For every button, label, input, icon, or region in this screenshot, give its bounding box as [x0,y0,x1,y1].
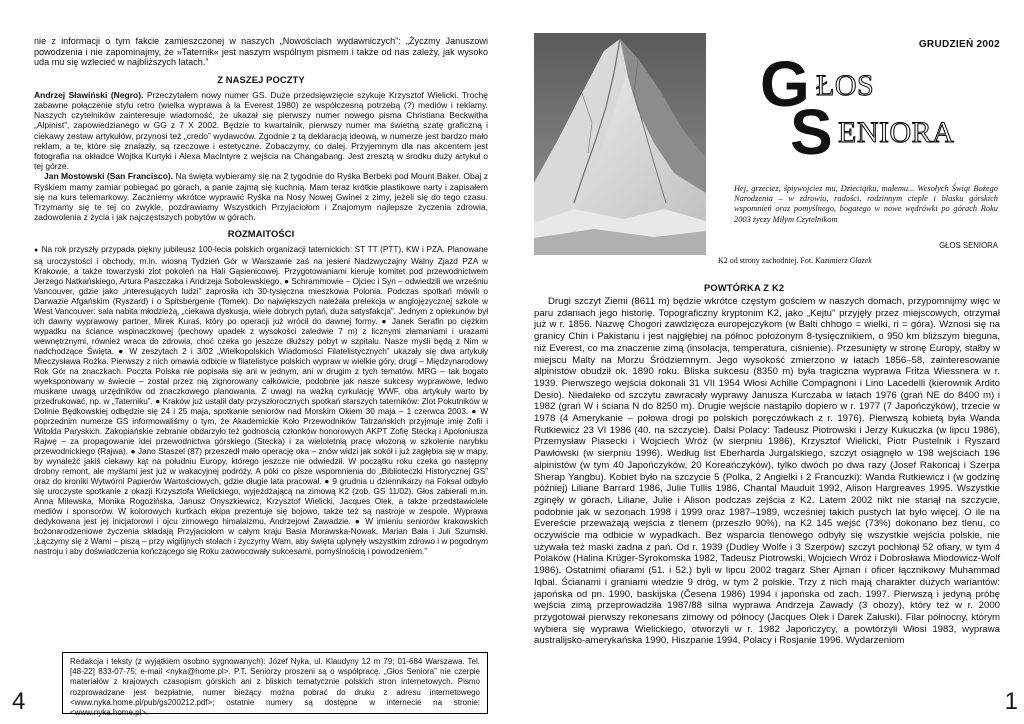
masthead-eniora: ENIORA [838,116,955,149]
letter-text: Przeczytałem nowy numer GS. Duże przedsięwzięcie szykuje Krzysztof Wielicki. Trochę zabawne połączenie stylu retro (wielka wyprawa à la Everest 1980) ze współczesną potrzebą (?) mediów i reklamy. Naszych czytelników zainteresuje wiadomość, że ukazał się pierwszy numer nowego pisma Christiana Beckwitha „Alpinist”, zapowiedzianego w GG z 7 X 2002. Będzie to kwartalnik, pierwszy numer ma świetną szatę graficzną i ciekawy zestaw artykułów, przynosi też „credo” wydawców. Zgodnie z tą deklaracją ideową, w numerze jest bardzo mało reklam, a te, które się znalazły, są rzeczowe i estetyczne. Zobaczymy, co dalej. Przyjemnym dla nas akcentem jest fotografia na okładce Wojtka Kurtyki i Alexa MacIntyre z wejścia na Changabang. Jest zresztą w środku duży artykuł o tej górze. [34,89,488,172]
intro-paragraph: nie z informacji o tym fakcie zamieszczonej w naszych „Nowościach wydawniczych”: „Życzmy Januszowi powodzenia i nie zapominajmy, że »Taternik« jest naszym wspólnym pismem i także od nas zależy, jak wysoko uda mu się wzlecieć w najbliższych latach.” [34,36,488,68]
page-number-left: 4 [12,688,26,715]
issue-date: GRUDZIEŃ 2002 [918,39,1000,50]
left-text-column [34,36,488,556]
letter-author: Andrzej Sławiński (Negro). [34,89,144,100]
greeting-signature: GŁOS SENIORA [939,241,998,250]
editorial-text: Redakcja i teksty (z wyjątkiem osobno sygnowanych): Józef Nyka, ul. Klaudyny 12 m 79; 01-684 Warszawa. Tel. [48-22] 833-07-75; e-mail <nyka@home.pl>. P.T. Seniorzy proszeni są o współpracę. „Głos Seniora” nie czerpie materiałów z krajowych czasopism górskich ani z bliskich tematycznie polskich stron internetowych. Pismo rozprowadzane jest bezpłatnie, numer bieżący można pobrać do druku z adresu internetowego <www.nyka.home.pl/pub/gs200212.pdf>; ostatnie numery są dostępne w internecie na stronie: <www.nyka.home.pl>. [70,657,480,718]
photo-caption [718,256,872,265]
letter-author: Jan Mostowski (San Francisco). [44,171,174,182]
section-title-mail: Z NASZEJ POCZTY [217,73,305,85]
editorial-box [62,652,488,718]
article-body: Drugi szczyt Ziemi (8611 m) będzie wkrótce częstym gościem w naszych domach, przypomnijmy więc w paru zdaniach jego historię. Topograficzny kryptonim K2, jako „Kejtu” przyjęły przez miejscowych, otrzymał już w r. 1856. Nazwę Chogori zawdzięcza europejczykom (w Balti chhogo = wielki, ri = góra). Wznosi się na granicy Chin i Pakistanu i jest najgłębiej na północ położonym 8-tysięcznikiem, o 950 km bliższym bieguna, niż Everest, co ma znaczenie zimą (insolacja, temperatura, ciśnienie). Przesunięty w stronę Europy, stałby w miejscu Malty na Morzu Śródziemnym. Jego wysokość zmierzono w latach 1856–58, zainteresowanie alpinistów obudził ok. 1890 roku. Bliska sukcesu (8350 m) była tragiczna wyprawa Fritza Wiessnera w r. 1939. Pierwszego wejścia dokonali 31 VII 1954 Włosi Achille Compagnoni i Lino Lacedelli (kierownik Ardito Desio). Niedaleko od szczytu zawracały wyprawy Janusza Kurczaba w latach 1976 (grań NE do 8400 m) i 1982 (grań W i ściana N do 8250 m). Drugie wejście nastąpiło dopiero w r. 1977 (7 Japończyków), trzecie w 1978 (4 Amerykanie – połowa drogi po polskich poręczówkach z r. 1976). Pierwszą kobietą była Wanda Rutkiewicz 23 VI 1986 (40. na szczycie). Dalsi Polacy: Tadeusz Piotrowski i Jerzy Kukuczka (w lipcu 1986), Przemysław Piasecki i Wojciech Wróż (w sierpniu 1986), Krzysztof Wielicki, Piotr Pustelnik i Ryszard Pawłowski (w sierpniu 1996). Według list Eberharda Jurgalskiego, szczyt osiągnęło w 198 wejściach 196 alpinistów (w tym 40 Japończyków, 20 Koreańczyków), tylko dwóch po dwa razy (Josef Rakoncaj i Szerpa Sherap Yangbu). Kobiet było na szczycie 5 (Polka, 2 Angielki i 2 Francuzki): Wanda Rutkiewicz i (w godzinę później) Liliane Barrard 1986, Julie Tullis 1986, Chantal Mauduit 1992, Alison Hargreaves 1995. Wszystkie zginęły w górach, Liliane, Julie i Alison podczas zejścia z K2. Latem 2002 nikt nie stanął na szczycie, podobnie jak w sezonach 1998 i 1999 oraz 1987–1989, wcześniej takich pustych lat było więcej. O ile na Evereście przeważają wejścia z tlenem (przeszło 90%), na K2 145 wejść (73%) dokonano bez tlenu, co oczywiście ma odbicie w wypadkach. Bez wsparcia tlenowego odbyły się wszystkie wejścia polskie, nie używała też maski żadna z pań. Od r. 1939 (Dudley Wolfe i 3 Szerpów) szczyt pochłonął 52 ofiary, w tym 4 Polaków (Halina Krüger-Syrokomska 1982, Tadeusz Piotrowski, Wojciech Wróż i Dobrosława Miodowicz-Wolf 1986). Ostatnimi ofiarami (51. i 52.) byli w lipcu 2002 tragarz Sher Ajman i oficer łącznikowy Muhammad Iqbal. Ścianami i graniami wiedzie 9 dróg, w tym 2 polskie. Trzy z nich mają charakter dużych wariantów: japońska od pn. 1990, baskijska (Česena 1986) 1994 i japońska od zach. 1997. Pierwszą i jedyną próbę wejścia zimą przeprowadziła 1987/88 silna wyprawa Andrzeja Zawady (3 obozy), który też w r. 2000 przygotował pierwszy rekonesans zimowy od północy (Jacques Olek i Darek Załuski). Filar północny, którym wybiera się wyprawa Wielickiego, otworzyli w r. 1982 Japończycy, a powtórzyli Włosi 1983, wyprawa australijsko-amerykańska 1990, Hiszpanie 1994, Polacy i Rosjanie 1996. Wydarzeniom [534,296,1000,647]
caption-text: K2 od strony zachodniej. Fot. [718,256,814,265]
miscellany-text [34,244,488,556]
article-title: POWTÓRKA Z K2 [704,283,785,293]
miscellany-body: Na rok przyszły przypada piękny jubileusz 100-lecia polskich organizacji taternickich: ST TT (PTT), KW i PZA. Planowane są uroczystości i obchody, m.in. wiosną Tydzień Gór w Warszawie zaś na jesieni Nadzwyczajny Walny Zjazd PZA w Krakowie, a także towarzyski zlot pokoleń na Hali Gąsienicowej. Przygotowaniami kieruje komitet pod przewodnictwem Jerzego Natkańskiego, Artura Paszczaka i Andrzeja Sobolewskiego. ● Schrammowie – Ojciec i Syn – odwiedzili we wrześniu Vancouver, gdzie jako „interesujących ludzi” zaprosiła ich 30-tysięczna mieszkowa Polonia. Podczas spotkań mówili o Darwazie Afgańskim (Ryszard) i o Spitsbergenie (Tomek). Do największych należała prelekcja w anglojęzycznej szkole w West Vancouver: sala nabita młodzieżą, „ciekawa dyskusja, wiele dobrych pytań, duża satysfakcja”. Jednym z opiekunów był ich dawny wyprawowy partner, Mirek Kuraś, który po operacji już wrócił do dawnej formy. ● Janek Serafin po ciężkim wypadku na ściance wspinaczkowej (pechowy upadek z wysokości zaledwie 7 m) z licznymi złamaniami i urazami wewnętrznymi, również wraca do zdrowia, choć czeka go jeszcze dłuższy pobyt w szpitalu. Nasze myśli będą z Nim w nadchodzące Święta. ● W zeszytach 2 i 3/02 „Wielkopolskich Wiadomości Filatelistycznych” ukazały się dwa artykuły Mieczysława Rożka. Pierwszy z nich omawia odbicie w filatelistyce polskich wypraw w wielkie góry, drugi – Międzynarodowy Rok Gór na znaczkach. Poczta Polska nie popisała się ani w jednym, ani w drugim z tych tematów. MRG – tak bogato wyeksponowany w świecie – został przez nią zignorowany całkowicie, podobnie jak nasze sukcesy wyprawowe, ledwo muskane uwagą urzędników od znaczkowego planowania. Z uwagi na ważką cyrkulację WWF, oba artykuły warto by przedrukować, np. w „Taterniku”. ● Kraków już ustalił daty przyszłorocznych spotkań starszych taterników: Zlot Pokutników w Dolinie Będkowskiej odbędzie się 24 i 25 maja, spotkanie seniorów nad Morskim Okiem 30 maja – 1 czerwca 2003. ● W poprzednim numerze GS informowaliśmy o tym, że Akademickie Koło Przewodników Tatrzańskich przyjmuje imię Zofii i Witolda Paryskich. Zakopiańskie zebranie obdarzyło też godnością członków honorowych AKPT Zofię Stecką i Apoloniusza Rajwę – za propagowanie idei przewodnictwa górskiego (Stecka) i za wieloletnią pracę włożoną w szkolenie narybku przewodnickiego (Rajwa). ● Jano Staszel (87) przeszedł mało operację oka – znów widzi jak sokół i już zagłębia się w mapy, by wynaleźć jakiś ciekawy kąt na południu Europy, którego jeszcze nie odwiedził. W początku roku czeka go następny drobny remont, ale myślami jest już w wakacyjnej podróży. A póki co pisze wspomnienia do „Biblioteczki Historycznej GS” oraz do kroniki Wytwórni Papierów Wartościowych, gdzie długie lata pracował. ● 9 grudnia u dziennikarzy na Foksal odbyło się uroczyste spotkanie z okazji Krzysztofa Wielickiego, wyjeżdżającą na zimową K2 (zob. GS 11/02). Głos zabierali m.in. Anna Milewska, Monika Rogozińska, Janusz Onyszkiewicz, Krzysztof Wielicki, Jacques Olek, a także przedstawiciele mediów i sponsorów. W kolorowych kurtkach ekipa prezentuje się bojowo, także też są nastroje w zespole. Wyprawa dedykowana jest jej inicjatorowi i ojcu zimowego himalaizmu, Andrzejowi Zawadzie. ● W imieniu seniorów krakowskich bożonarodzeniowe życzenia składają Przyjaciołom w całym kraju Basia Morawska-Nowak, Marian Bała i Juli Szumski. „Łączymy się z Wami – piszą – przy wigilijnych stołach i życzymy Wam, aby święta uplynęły wszystkim zdrowo i w pogodnym nastroju i aby doświadczenia kończącego się Roku zaowocowały sukcesami, pomyślnością i powodzeniem.” [34,244,488,557]
masthead [760,48,1010,168]
cover-photo-k2 [534,33,706,255]
masthead-letter-g: G [760,48,809,120]
page-number-right: 1 [1004,688,1018,715]
letter-text: Na święta wybieramy się na 2 tygodnie do Ryśka Berbeki pod Mount Baker. Obaj z Ryśkiem mamy zamiar pobiegać po górach, a panie zajmą się kuchnią. Mam teraz krótkie plastikowe narty i zapisałem się na kurs telemarkowy. Zaczniemy wkrótce wyprawić Ryśka na Nosy Nowej Gwinei z zimy, jeżeli się do tego czasu. Trzymamy się te tej co zwykle, pozdrawiamy Wszystkich Przyjaciołom i Znajomym najlepsze życzenia zdrowia, zadowolenia z życia i jak najczęstszych pobytów w górach. [34,171,488,223]
bullet-icon: ● [34,247,39,255]
mountain-photo-icon [534,33,706,255]
masthead-letter-s: S [790,96,832,168]
caption-author: Kazimierz Głazek [815,256,872,265]
holiday-greeting: Hej, grzeciez, śpiywojciez mu, Dzieciątku, małemu... Wesołych Świąt Bożego Narodzenia – w zdrowiu, radości, rodzinnym cieple i blasku górskich wspomnień oraz pomyślnego, bogatego w nowe wędrówki po górach Roku 2003 życzy Miłym Czytelnikom [734,184,998,224]
letter-item [34,90,488,172]
section-title-miscellany: ROZMAITOŚCI [227,228,295,240]
letter-item [34,171,488,222]
right-page [512,0,1024,724]
masthead-los: ŁOS [816,69,875,102]
